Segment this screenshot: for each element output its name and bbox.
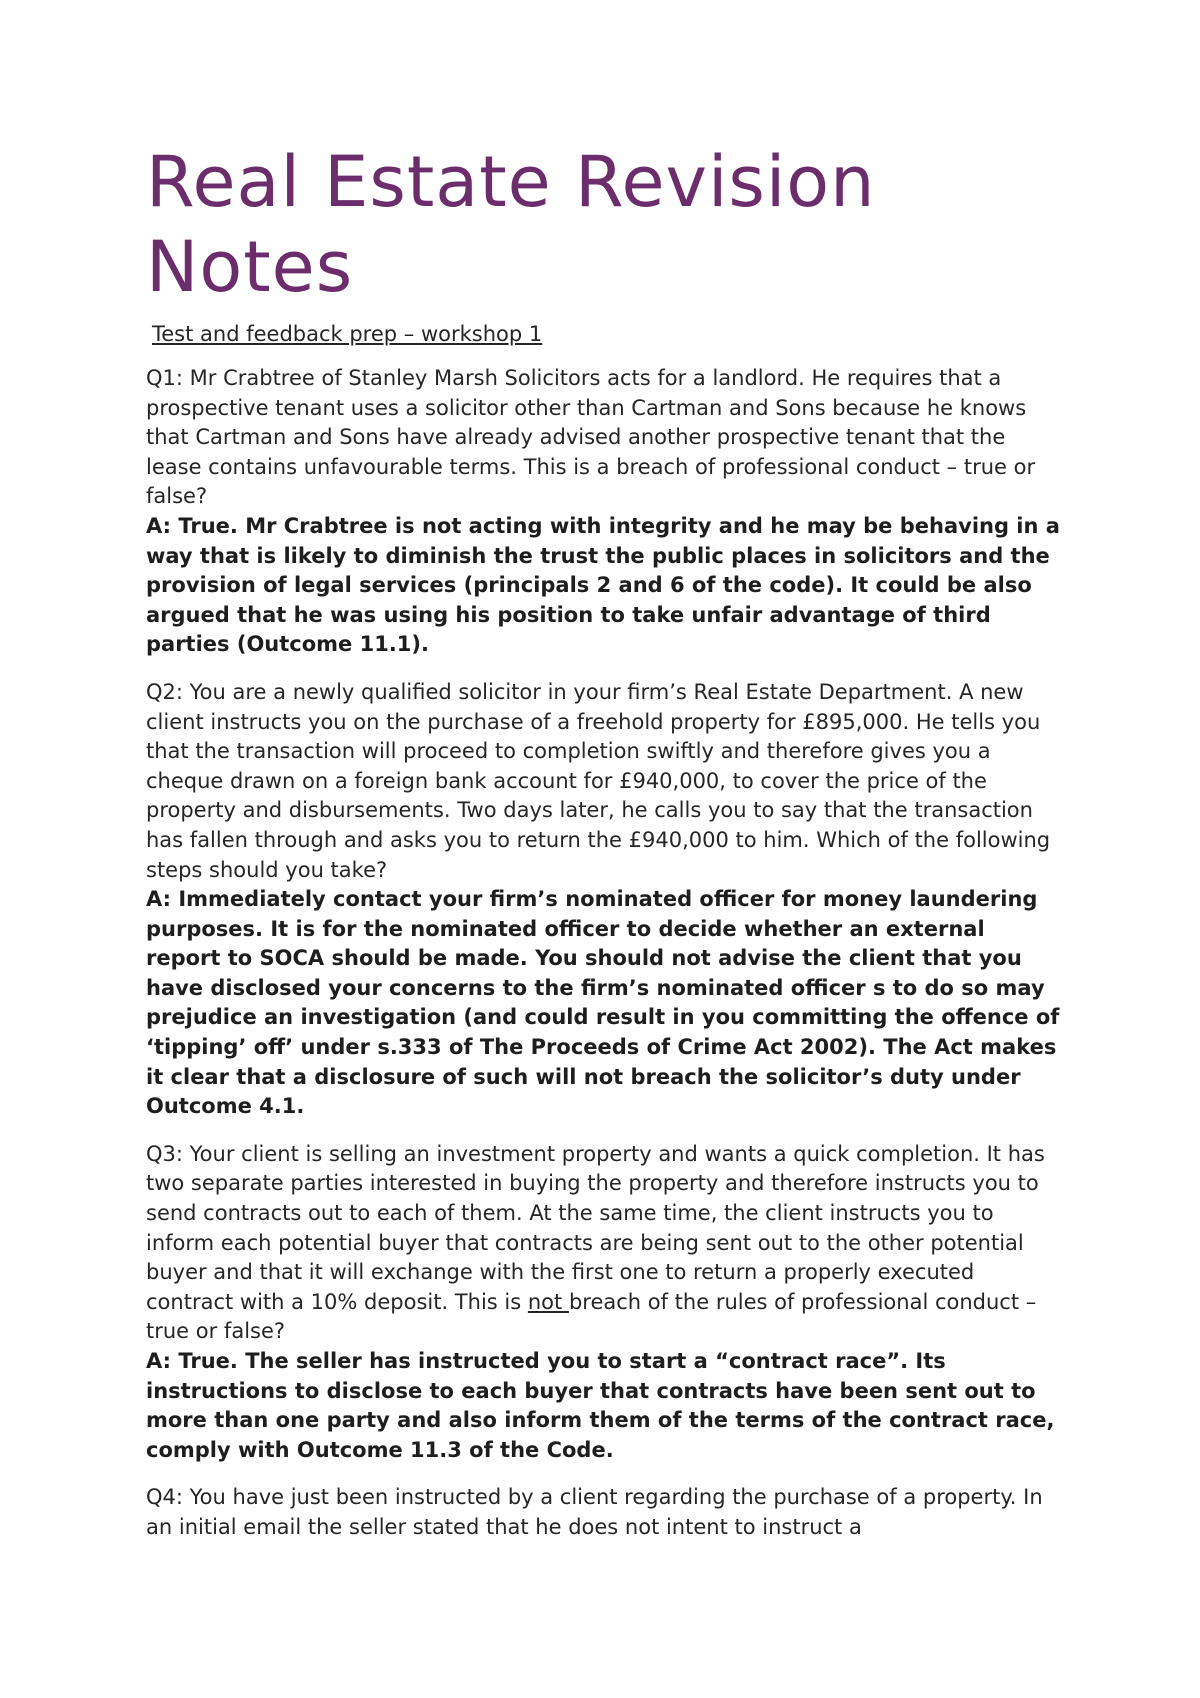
answer-1: A: True. Mr Crabtree is not acting with integrity and he may be behaving in a way that is likely to diminish the trust the public places in solicitors and the provision of legal services (principals 2 and 6 of the code). It could be also argued that he was using his position to take unfair advantage of third parties (Outcome 11.1).: [146, 513, 1060, 657]
question-3-underlined-word: not: [527, 1289, 569, 1314]
document-page: [146, 140, 1066, 1543]
question-1: Q1: Mr Crabtree of Stanley Marsh Solicitors acts for a landlord. He requires that a prospective tenant uses a solicitor other than Cartman and Sons because he knows that Cartman and Sons have already advised another prospective tenant that the lease contains unfavourable terms. This is a breach of professional conduct – true or false?: [146, 366, 1036, 509]
question-4: Q4: You have just been instructed by a client regarding the purchase of a property. In an initial email the seller stated that he does not intent to instruct a: [146, 1485, 1043, 1539]
question-3: [146, 1140, 1066, 1347]
answer-2: A: Immediately contact your firm’s nominated officer for money laundering purposes. It is for the nominated officer to decide whether an external report to SOCA should be made. You should not advise the client that you have disclosed your concerns to the firm’s nominated officer s to do so may prejudice an investigation (and could result in you committing the offence of ‘tipping’ off’ under s.333 of The Proceeds of Crime Act 2002). The Act makes it clear that a disclosure of such will not breach the solicitor’s duty under Outcome 4.1.: [146, 887, 1060, 1119]
answer-3: A: True. The seller has instructed you to start a “contract race”. Its instructions to disclose to each buyer that contracts have been sent out to more than one party and also inform them of the terms of the contract race, comply with Outcome 11.3 of the Code.: [146, 1349, 1055, 1462]
qa-block-3: [146, 1140, 1066, 1466]
qa-block-2: [146, 678, 1066, 1122]
qa-block-1: [146, 364, 1066, 660]
question-3-text-start: Q3: Your client is selling an investment property and wants a quick completion. It has two separate parties interested in buying the property and therefore instructs you to send contracts out to each of them. At the same time, the client instructs you to inform each potential buyer that contracts are being sent out to the other potential buyer and that it will exchange with the first one to return a properly executed contract with a 10% deposit. This is: [146, 1141, 1045, 1314]
question-3-text-end: breach of the rules of professional conduct – true or false?: [146, 1289, 1037, 1344]
document-subtitle: Test and feedback prep – workshop 1: [152, 322, 543, 346]
qa-block-4: [146, 1483, 1066, 1542]
document-title: Real Estate Revision Notes: [146, 141, 876, 308]
question-2: Q2: You are a newly qualified solicitor in your firm’s Real Estate Department. A new client instructs you on the purchase of a freehold property for £895,000. He tells you that the transaction will proceed to completion swiftly and therefore gives you a cheque drawn on a foreign bank account for £940,000, to cover the price of the property and disbursements. Two days later, he calls you to say that the transaction has fallen through and asks you to return the £940,000 to him. Which of the following steps should you take?: [146, 679, 1051, 882]
